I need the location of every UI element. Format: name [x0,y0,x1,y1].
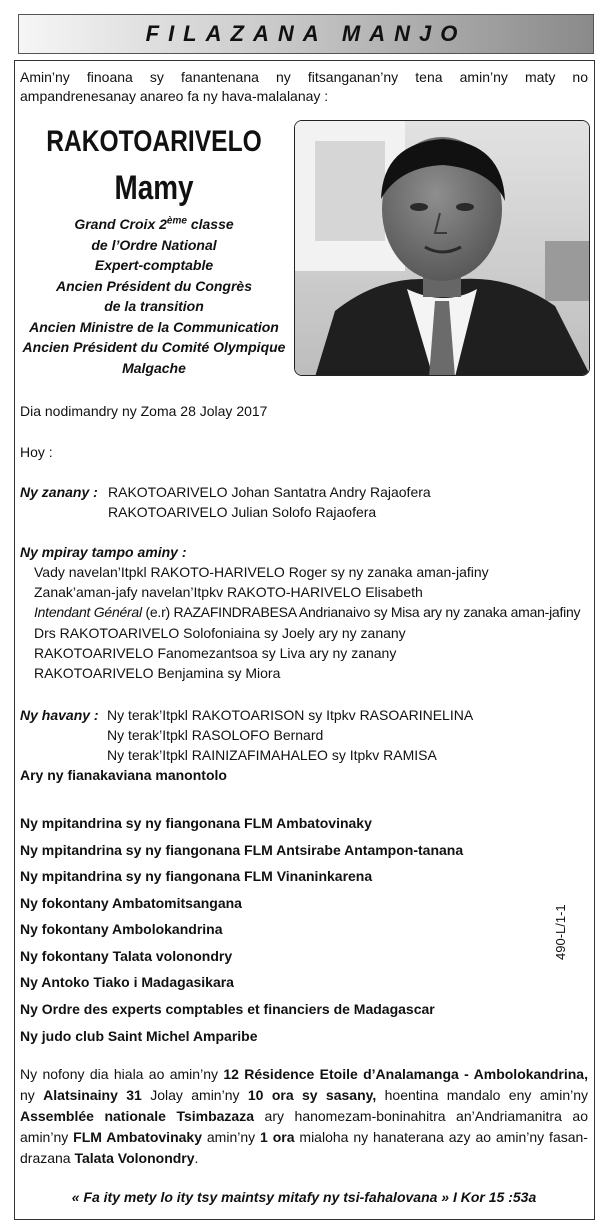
relative-name: Ny terak’Itpkl RASOLOFO Bernard [107,727,324,743]
siblings-label: Ny mpiray tampo aminy : [20,544,187,560]
title-line: de la transition [104,298,204,314]
title-line: Ancien Ministre de la Communication [29,318,279,335]
hoy-label: Hoy : [20,444,53,460]
child-name: RAKOTOARIVELO Julian Solofo Rajaofera [108,504,377,520]
portrait-photo [294,120,590,376]
organization-item: Ny Antoko Tiako i Madagasikara [20,974,234,990]
reference-code: 490-L/1-1 [553,904,568,960]
sibling-line: Vady navelan’Itpkl RAKOTO-HARIVELO Roger sy ny zanaka aman-jafiny [34,564,489,580]
title-line: Ancien Président du Congrès [55,277,253,294]
sibling-line: RAKOTOARIVELO Benjamina sy Miora [34,665,281,681]
relative-name: Ny terak’Itpkl RAKOTOARISON sy Itpkv RASOARINELINA [107,707,474,723]
sibling-line: Drs RAKOTOARIVELO Solofoniaina sy Joely ary ny zanany [34,625,406,641]
title-line: Ancien Président du Comité Olympique [22,339,286,355]
deceased-first-name: Mamy [114,169,194,207]
relative-name: Ny terak’Itpkl RAINIZAFIMAHALEO sy Itpkv RAMISA [107,747,437,763]
children-label: Ny zanany : [20,484,98,500]
organization-item: Ny fokontany Talata volonondry [20,948,233,964]
death-date: Dia nodimandry ny Zoma 28 Jolay 2017 [20,403,268,419]
child-name: RAKOTOARIVELO Johan Santatra Andry Rajaofera [108,484,431,500]
organization-item: Ny judo club Saint Michel Amparibe [20,1028,258,1044]
title-line: Expert-comptable [94,257,214,273]
header-title: FILAZANA MANJO [145,21,467,46]
title-line: de l’Ordre National [91,236,217,253]
header-banner [18,14,594,54]
deceased-titles [18,214,290,378]
organization-item: Ny Ordre des experts comptables et financiers de Madagascar [20,1001,435,1017]
sibling-line: RAKOTOARIVELO Fanomezantsoa sy Liva ary ny zanany [34,645,397,661]
portrait-illustration [295,121,590,376]
bible-quote: « Fa ity mety lo ity tsy maintsy mitafy ny tsi-fahalovana » I Kor 15 :53a [71,1189,537,1205]
organization-item: Ny fokontany Ambolokandrina [20,921,223,937]
sibling-line: Intendant Général (e.r) RAZAFINDRABESA Andrianaivo sy Misa ary ny zanaka aman-jafiny [34,604,581,620]
intro-text: Amin’ny finoana sy fanantenana ny fitsanganan’ny tena amin’ny maty no ampandrenesanay anareo fa ny hava-malalanay : [20,69,588,104]
organization-item: Ny mpitandrina sy ny fiangonana FLM Vinaninkarena [20,868,373,884]
family-line: Ary ny fianakaviana manontolo [20,767,227,783]
title-line: Malgache [122,359,186,376]
title-line: Grand Croix 2ème classe [74,215,234,232]
deceased-surname: RAKOTOARIVELO [46,125,262,158]
organization-item: Ny mpitandrina sy ny fiangonana FLM Antsirabe Antampon-tanana [20,842,464,858]
organization-item: Ny mpitandrina sy ny fiangonana FLM Ambatovinaky [20,815,372,831]
organization-item: Ny fokontany Ambatomitsangana [20,895,242,911]
relatives-label: Ny havany : [20,707,99,723]
sibling-line: Zanak’aman-jafy navelan’Itpkv RAKOTO-HARIVELO Elisabeth [34,584,423,600]
funeral-details: Ny nofony dia hiala ao amin’ny 12 Résidence Etoile d’Analamanga - Ambolokandrina, ny Alatsinainy 31 Jolay amin’ny 10 ora sy sasany, hoentina mandalo eny amin’ny Assemblée nationale Tsimbazaza ary hanomezam-boninahitra an’Andriamanitra ao amin’ny FLM Ambatovinaky amin’ny 1 ora mialoha ny hanaterana azy ao amin’ny fasan-drazana Talata Volonondry. [20,1066,589,1166]
